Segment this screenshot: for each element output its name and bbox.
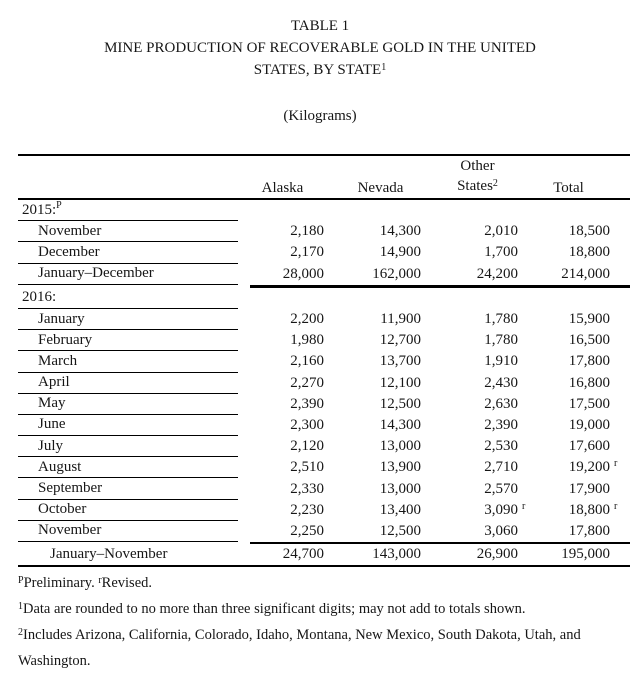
row-label-text: February xyxy=(38,331,93,348)
cell-value xyxy=(434,309,531,330)
cell-value xyxy=(434,242,531,263)
cell-number: 162,000 xyxy=(372,265,421,282)
row-label xyxy=(18,373,238,394)
cell-number: 2,010 xyxy=(484,223,518,240)
cell-value xyxy=(337,200,434,221)
cell-value xyxy=(337,394,434,415)
cell-number: 19,200 xyxy=(568,459,610,476)
footnote xyxy=(18,623,618,674)
cell-number: 19,000 xyxy=(568,416,610,433)
cell-value xyxy=(337,264,434,285)
cell-value xyxy=(531,394,630,415)
cell-value xyxy=(238,394,337,415)
cell-value xyxy=(337,521,434,542)
table-row xyxy=(18,200,630,221)
table-rows xyxy=(18,200,630,565)
footnote-sup: P xyxy=(18,574,24,586)
column-header-nevada: Nevada xyxy=(357,180,404,196)
footnote-text: Revised. xyxy=(101,575,153,592)
cell-number: 16,500 xyxy=(568,332,610,349)
table-row xyxy=(18,415,630,436)
cell-number: 24,700 xyxy=(282,546,324,563)
cell-number: 17,900 xyxy=(568,480,610,497)
row-label-text: January–December xyxy=(38,265,154,282)
cell-value xyxy=(337,221,434,242)
cell-value xyxy=(434,415,531,436)
cell-value xyxy=(238,264,337,285)
table-row xyxy=(18,436,630,457)
cell-number: 2,160 xyxy=(290,353,324,370)
table-row xyxy=(18,288,630,309)
cell-value xyxy=(531,544,630,565)
cell-value xyxy=(531,309,630,330)
row-label-text: November xyxy=(38,222,102,239)
cell-number: 13,000 xyxy=(379,480,421,497)
cell-value xyxy=(238,436,337,457)
cell-number: 13,000 xyxy=(379,438,421,455)
cell-number: 2,430 xyxy=(484,374,518,391)
cell-value xyxy=(337,351,434,372)
cell-number: 24,200 xyxy=(476,265,518,282)
cell-value xyxy=(531,351,630,372)
row-label xyxy=(18,221,238,242)
cell-value xyxy=(337,500,434,521)
cell-value xyxy=(531,478,630,499)
row-label xyxy=(18,309,238,330)
cell-number: 14,300 xyxy=(379,223,421,240)
column-header-other-states xyxy=(434,156,531,200)
table-row xyxy=(18,544,630,565)
cell-number: 12,500 xyxy=(379,522,421,539)
footnotes xyxy=(18,571,618,674)
table-title-line-1: MINE PRODUCTION OF RECOVERABLE GOLD IN THE UNITED xyxy=(104,40,536,56)
cell-value xyxy=(434,521,531,542)
cell-value xyxy=(238,521,337,542)
cell-number: 3,090 xyxy=(484,501,518,518)
cell-value xyxy=(434,373,531,394)
cell-number: 1,780 xyxy=(484,311,518,328)
cell-value xyxy=(337,415,434,436)
cell-number: 12,500 xyxy=(379,395,421,412)
table-row xyxy=(18,330,630,351)
table-row xyxy=(18,373,630,394)
cell-number: 11,900 xyxy=(380,311,421,328)
cell-value xyxy=(238,500,337,521)
cell-value xyxy=(434,457,531,478)
cell-number: 17,800 xyxy=(568,353,610,370)
cell-value xyxy=(238,544,337,565)
cell-value xyxy=(531,415,630,436)
cell-number: 2,300 xyxy=(290,416,324,433)
footnote-text: Data are rounded to no more than three significant digits; may not add to totals shown. xyxy=(23,601,526,618)
units-subtitle: (Kilograms) xyxy=(283,108,357,124)
table-row xyxy=(18,521,630,542)
cell-value xyxy=(434,221,531,242)
cell-value xyxy=(531,264,630,285)
cell-number: 2,330 xyxy=(290,480,324,497)
cell-number: 195,000 xyxy=(561,546,610,563)
table-row xyxy=(18,242,630,263)
cell-number: 3,060 xyxy=(484,522,518,539)
row-label xyxy=(18,351,238,372)
cell-number: 18,500 xyxy=(568,223,610,240)
cell-value xyxy=(434,394,531,415)
cell-number: 17,600 xyxy=(568,438,610,455)
title-footnote-ref: 1 xyxy=(381,61,387,73)
column-header-total: Total xyxy=(553,180,584,196)
cell-value xyxy=(531,521,630,542)
row-label xyxy=(18,200,238,221)
table-row xyxy=(18,500,630,521)
row-label-text: March xyxy=(38,352,78,369)
cell-number: 2,390 xyxy=(290,395,324,412)
cell-value xyxy=(531,221,630,242)
row-label-text: September xyxy=(38,480,103,497)
cell-number: 2,170 xyxy=(290,244,324,261)
cell-number: 17,500 xyxy=(568,395,610,412)
cell-number: 2,180 xyxy=(290,223,324,240)
table-row xyxy=(18,457,630,478)
cell-value xyxy=(238,221,337,242)
footnote-sup: 2 xyxy=(18,626,23,638)
cell-number: 28,000 xyxy=(282,265,324,282)
cell-value xyxy=(238,457,337,478)
cell-value xyxy=(238,373,337,394)
cell-value xyxy=(238,288,337,309)
cell-value xyxy=(238,415,337,436)
cell-value xyxy=(531,373,630,394)
data-table xyxy=(18,154,630,567)
cell-number: 1,980 xyxy=(290,332,324,349)
cell-number: 2,630 xyxy=(484,395,518,412)
cell-number: 2,570 xyxy=(484,480,518,497)
table-row xyxy=(18,221,630,242)
footnote-text: Preliminary. xyxy=(23,575,99,592)
cell-value xyxy=(434,264,531,285)
cell-number: 13,900 xyxy=(379,459,421,476)
cell-number: 214,000 xyxy=(561,265,610,282)
header-other-line-2: States$^2$ xyxy=(457,177,498,194)
footnote-sup: 1 xyxy=(18,600,23,612)
cell-number: 2,230 xyxy=(290,501,324,518)
row-label xyxy=(18,436,238,457)
cell-value xyxy=(337,478,434,499)
row-label-sup: P xyxy=(56,200,62,212)
row-label-text: December xyxy=(38,243,100,260)
cell-number: 17,800 xyxy=(568,522,610,539)
cell-value xyxy=(238,351,337,372)
row-label xyxy=(18,500,238,521)
table-title-block xyxy=(0,0,640,83)
cell-value xyxy=(434,436,531,457)
cell-number: 2,510 xyxy=(290,459,324,476)
column-header-alaska: Alaska xyxy=(261,180,304,196)
cell-number: 143,000 xyxy=(372,546,421,563)
row-label-text: May xyxy=(38,395,66,412)
cell-value xyxy=(238,200,337,221)
row-label xyxy=(18,242,238,263)
row-label xyxy=(18,394,238,415)
cell-value xyxy=(531,200,630,221)
cell-value xyxy=(337,373,434,394)
row-label xyxy=(18,415,238,436)
cell-value xyxy=(434,478,531,499)
footnote xyxy=(18,597,618,623)
cell-value xyxy=(238,478,337,499)
cell-number: 13,400 xyxy=(379,501,421,518)
cell-number: 15,900 xyxy=(568,311,610,328)
cell-number: 1,910 xyxy=(484,353,518,370)
cell-number: 18,800 xyxy=(568,501,610,518)
other-states-footnote-ref: 2 xyxy=(492,177,498,189)
cell-number: 18,800 xyxy=(568,244,610,261)
cell-number: 2,710 xyxy=(484,459,518,476)
cell-number: 2,120 xyxy=(290,438,324,455)
row-label xyxy=(18,521,238,542)
row-label xyxy=(18,457,238,478)
cell-value xyxy=(434,544,531,565)
cell-value xyxy=(337,436,434,457)
row-label xyxy=(18,330,238,351)
row-label xyxy=(18,264,238,285)
cell-number: 2,270 xyxy=(290,374,324,391)
cell-value xyxy=(434,200,531,221)
cell-value: 3,090 r xyxy=(484,500,526,518)
cell-value xyxy=(238,330,337,351)
cell-number: 13,700 xyxy=(379,353,421,370)
table-row xyxy=(18,394,630,415)
cell-value xyxy=(531,288,630,309)
cell-value: 19,200 r xyxy=(568,458,618,476)
table-header-row xyxy=(18,156,630,198)
row-label-text: 2015: xyxy=(22,201,57,218)
cell-value xyxy=(337,288,434,309)
row-label xyxy=(18,544,238,565)
cell-number: 14,900 xyxy=(379,244,421,261)
cell-value xyxy=(238,309,337,330)
cell-number: 2,250 xyxy=(290,522,324,539)
row-label-text: 2016: xyxy=(22,289,57,306)
cell-number: 12,100 xyxy=(379,374,421,391)
row-label-text: August xyxy=(38,458,82,475)
row-label-text: June xyxy=(38,416,66,433)
cell-value xyxy=(238,242,337,263)
table-row xyxy=(18,478,630,499)
row-label-text: April xyxy=(38,374,70,391)
table-row xyxy=(18,351,630,372)
cell-number: 1,700 xyxy=(484,244,518,261)
row-label-text: November xyxy=(38,522,102,539)
row-label-text: January xyxy=(38,310,85,327)
cell-value xyxy=(337,544,434,565)
cell-value xyxy=(434,330,531,351)
cell-number: 16,800 xyxy=(568,374,610,391)
table-title-line-2: STATES, BY STATE$^1$ xyxy=(253,61,387,78)
row-label-text: January–November xyxy=(50,546,168,563)
cell-value xyxy=(434,288,531,309)
row-label xyxy=(18,478,238,499)
table-number: TABLE 1 xyxy=(290,18,350,34)
cell-number: 2,390 xyxy=(484,416,518,433)
footnote-text: Includes Arizona, California, Colorado, Idaho, Montana, New Mexico, South Dakota, Utah, and Washington. xyxy=(18,627,581,670)
cell-value xyxy=(531,436,630,457)
table-row xyxy=(18,264,630,285)
cell-value xyxy=(337,330,434,351)
row-label-text: July xyxy=(38,437,64,454)
cell-number: 2,200 xyxy=(290,311,324,328)
header-other-line-1: Other xyxy=(460,158,495,174)
cell-number: 26,900 xyxy=(476,546,518,563)
cell-value xyxy=(531,330,630,351)
cell-value xyxy=(337,457,434,478)
cell-number: 14,300 xyxy=(379,416,421,433)
footnote xyxy=(18,571,618,597)
row-label xyxy=(18,288,238,309)
cell-number: 2,530 xyxy=(484,438,518,455)
row-label-text: October xyxy=(38,501,87,518)
cell-value xyxy=(434,351,531,372)
cell-value xyxy=(337,242,434,263)
table-bottom-rule xyxy=(18,565,630,567)
cell-number: 1,780 xyxy=(484,332,518,349)
table-row xyxy=(18,309,630,330)
footnote-sup: r xyxy=(98,574,102,586)
cell-value xyxy=(337,309,434,330)
cell-value xyxy=(531,242,630,263)
cell-value: 18,800 r xyxy=(568,500,618,518)
cell-number: 12,700 xyxy=(379,332,421,349)
